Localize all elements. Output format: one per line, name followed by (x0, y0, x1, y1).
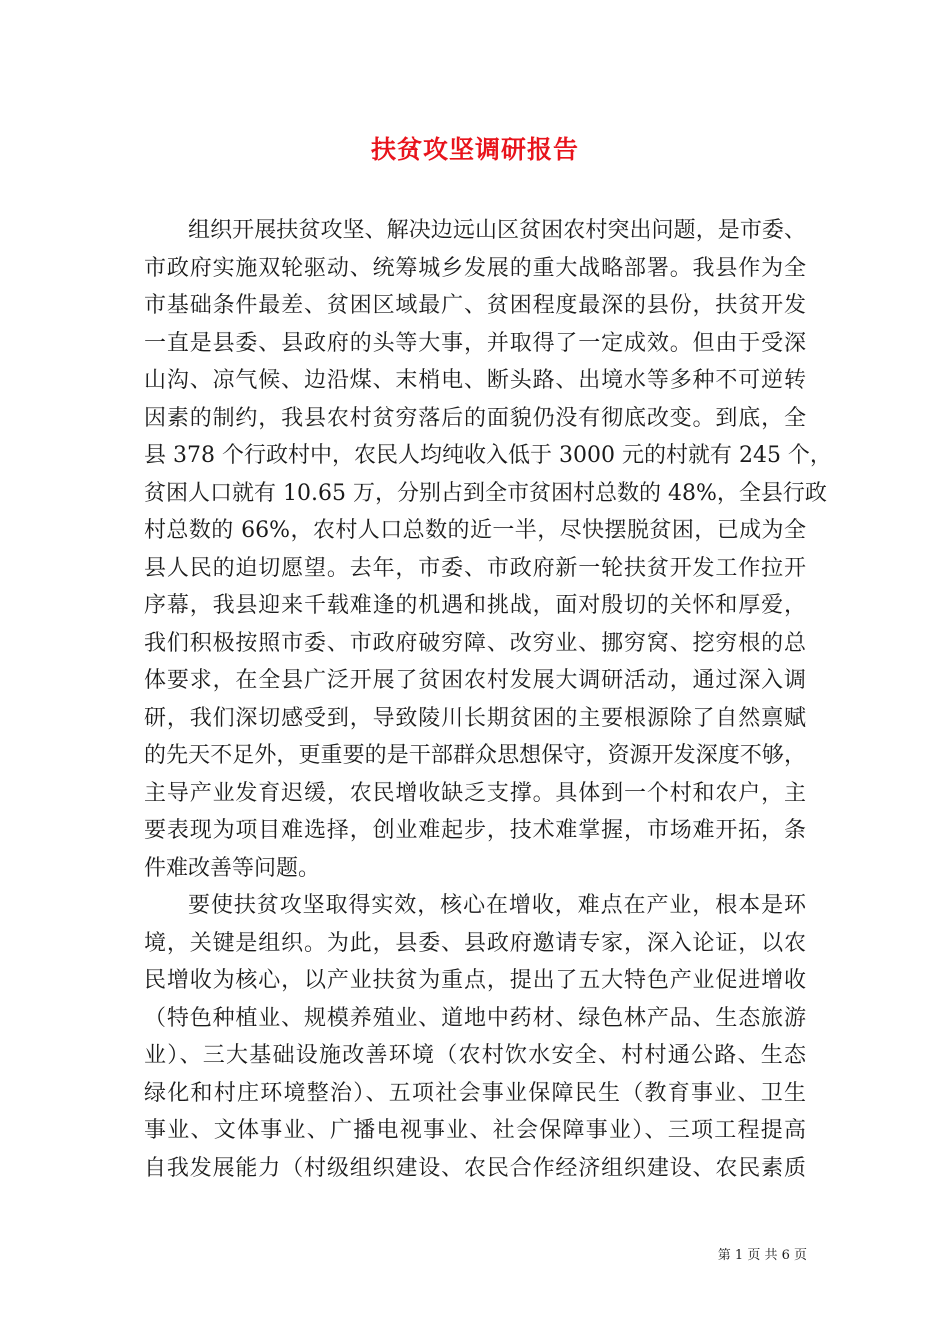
page-number-footer: 第 1 页 共 6 页 (717, 1248, 807, 1263)
paragraph-1-line: 县 378 个行政村中，农民人均纯收入低于 3000 元的村就有 245 个， (144, 443, 832, 468)
paragraph-1-line: 件难改善等问题。 (144, 855, 321, 881)
paragraph-1-line: 我们积极按照市委、市政府破穷障、改穷业、挪穷窝、挖穷根的总 (144, 630, 806, 656)
paragraph-1-line: 主导产业发育迟缓，农民增收缺乏支撑。具体到一个村和农户，主 (144, 780, 806, 806)
paragraph-1-line: 贫困人口就有 10.65 万，分别占到全市贫困村总数的 48%，全县行政 (144, 480, 827, 506)
paragraph-1-line: 体要求，在全县广泛开展了贫困农村发展大调研活动，通过深入调 (144, 668, 806, 693)
paragraph-2-line: 业）、三大基础设施改善环境（农村饮水安全、村村通公路、生态 (144, 1043, 806, 1068)
paragraph-2-line: 要使扶贫攻坚取得实效，核心在增收，难点在产业，根本是环 (188, 893, 806, 918)
document-title: 扶贫攻坚调研报告 (370, 135, 579, 164)
paragraph-1-line: 市基础条件最差、贫困区域最广、贫困程度最深的县份，扶贫开发 (144, 293, 806, 318)
paragraph-2-line: 绿化和村庄环境整治）、五项社会事业保障民生（教育事业、卫生 (144, 1080, 806, 1106)
document-body (144, 212, 832, 1187)
paragraph-1-line: 的先天不足外，更重要的是干部群众思想保守，资源开发深度不够， (144, 743, 806, 768)
paragraph-1-line: 山沟、凉气候、边沿煤、末梢电、断头路、出境水等多种不可逆转 (144, 368, 806, 393)
paragraph-1-line: 要表现为项目难选择，创业难起步，技术难掌握，市场难开拓，条 (144, 818, 806, 843)
paragraph-1-line: 序幕，我县迎来千载难逢的机遇和挑战，面对殷切的关怀和厚爱， (144, 593, 806, 618)
paragraph-1-line: 县人民的迫切愿望。去年，市委、市政府新一轮扶贫开发工作拉开 (144, 555, 806, 581)
paragraph-1-line: 因素的制约，我县农村贫穷落后的面貌仍没有彻底改变。到底，全 (144, 405, 806, 431)
paragraph-1-line: 村总数的 66%，农村人口总数的近一半，尽快摆脱贫困，已成为全 (144, 518, 806, 543)
paragraph-2-line: 境，关键是组织。为此，县委、县政府邀请专家，深入论证，以农 (144, 930, 806, 956)
paragraph-1-line: 研，我们深切感受到，导致陵川长期贫困的主要根源除了自然禀赋 (144, 705, 806, 731)
paragraph-1-line: 市政府实施双轮驱动、统筹城乡发展的重大战略部署。我县作为全 (144, 255, 806, 281)
paragraph-1-line: 一直是县委、县政府的头等大事，并取得了一定成效。但由于受深 (144, 330, 806, 356)
paragraph-2-line: 自我发展能力（村级组织建设、农民合作经济组织建设、农民素质 (144, 1155, 806, 1181)
paragraph-2-line: （特色种植业、规模养殖业、道地中药材、绿色林产品、生态旅游 (144, 1005, 806, 1031)
paragraph-1-line: 组织开展扶贫攻坚、解决边远山区贫困农村突出问题，是市委、 (188, 218, 806, 243)
paragraph-2-line: 事业、文体事业、广播电视事业、社会保障事业）、三项工程提高 (144, 1118, 806, 1143)
paragraph-2-line: 民增收为核心，以产业扶贫为重点，提出了五大特色产业促进增收 (144, 968, 806, 993)
